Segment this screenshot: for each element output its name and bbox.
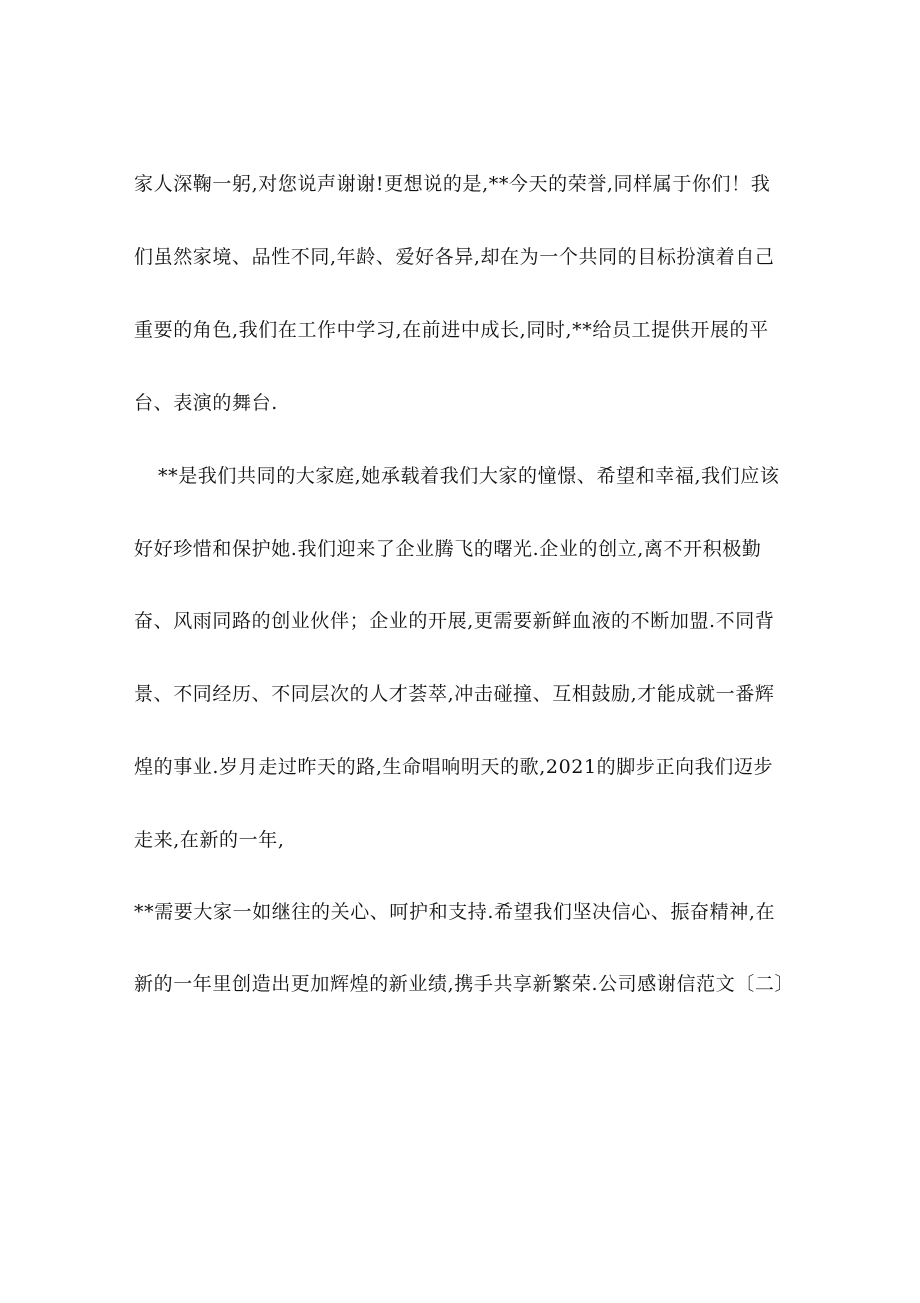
text-line: **需要大家一如继往的关心、呵护和支持.希望我们坚决信心、振奋精神,在 bbox=[134, 901, 776, 923]
text-line: 奋、风雨同路的创业伙伴；企业的开展,更需要新鲜血液的不断加盟.不同背 bbox=[134, 610, 775, 632]
text-line: 台、表演的舞台. bbox=[134, 392, 278, 414]
text-line: 景、不同经历、不同层次的人才荟萃,冲击碰撞、互相鼓励,才能成就一番辉 bbox=[134, 683, 775, 705]
text-line: 好好珍惜和保护她.我们迎来了企业腾飞的曙光.企业的创立,离不开积极勤 bbox=[134, 538, 762, 560]
text-line: 们虽然家境、品性不同,年龄、爱好各异,却在为一个共同的目标扮演着自己 bbox=[134, 246, 775, 268]
text-line: **是我们共同的大家庭,她承载着我们大家的憧憬、希望和幸福,我们应该 bbox=[158, 465, 780, 487]
text-line: 煌的事业.岁月走过昨天的路,生命唱响明天的歌,2021的脚步正向我们迈步 bbox=[134, 756, 774, 778]
text-line: 重要的角色,我们在工作中学习,在前进中成长,同时,**给员工提供开展的平 bbox=[134, 319, 769, 341]
text-line: 家人深鞠一躬,对您说声谢谢!更想说的是,**今天的荣誉,同样属于你们！我 bbox=[134, 173, 771, 195]
text-line: 走来,在新的一年, bbox=[134, 829, 285, 851]
text-line: 新的一年里创造出更加辉煌的新业绩,携手共享新繁荣.公司感谢信范文〔二〕 bbox=[134, 973, 795, 995]
